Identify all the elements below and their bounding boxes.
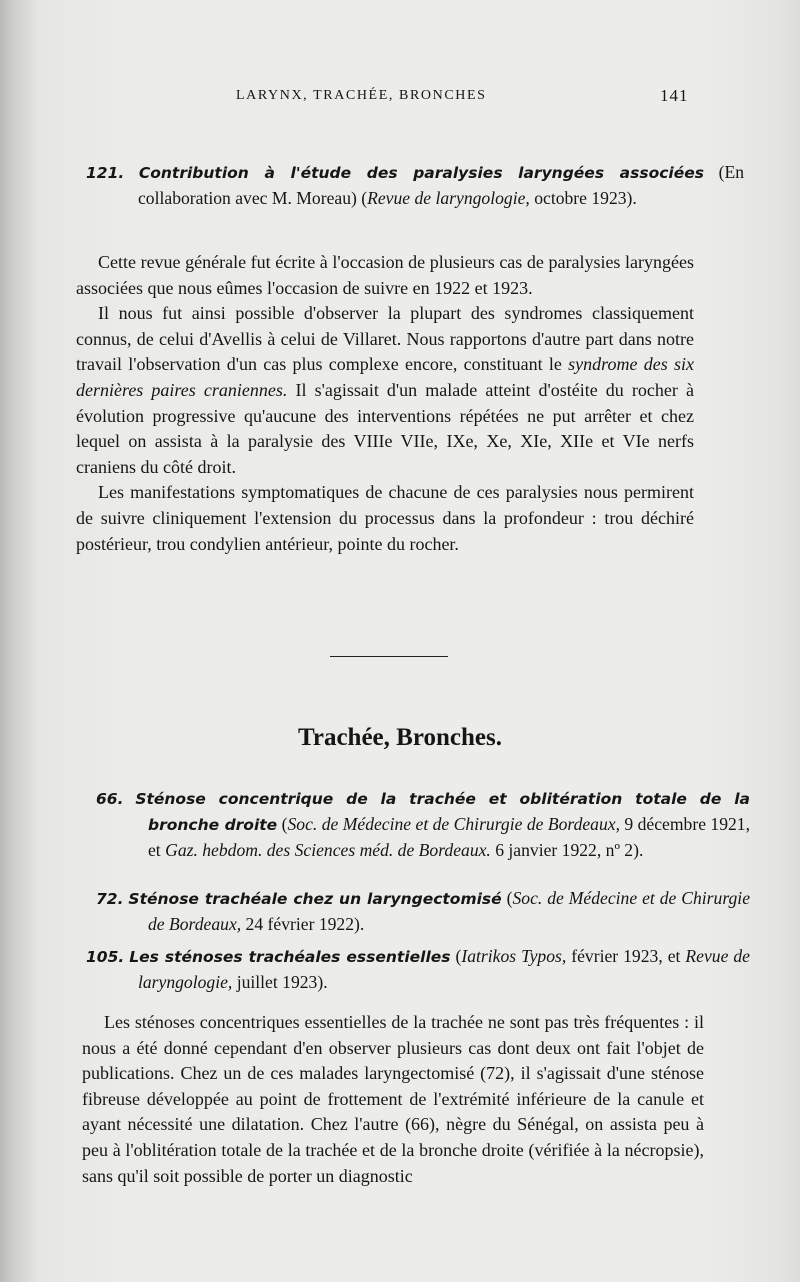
- section-heading: Trachée, Bronches.: [298, 724, 502, 751]
- bibliography-entry-66: [96, 786, 750, 863]
- entry-date: février 1923, et: [566, 946, 686, 966]
- paragraph: Cette revue générale fut écrite à l'occasion de plusieurs cas de paralysies laryngées associées que nous eûmes l'occasion de suivre en 1922 et 1923.: [76, 252, 694, 298]
- entry-date: 24 février 1922).: [241, 914, 365, 934]
- bibliography-entry-72: [96, 886, 750, 937]
- entry-title: Les sténoses trachéales essentielles: [129, 948, 451, 966]
- entry-number: 105.: [86, 948, 125, 966]
- paragraph: Les sténoses concentriques essentielles de la trachée ne sont pas très fréquentes : il nous a été donné cependant d'en observer plusieurs cas dont deux ont fait l'objet de publications. Chez un de ces malades laryngectomisé (72), il s'agissait d'une sténose fibreuse développée au point de frottement de l'extrémité inférieure de la canule et ayant nécessité une dilatation. Chez l'autre (66), nègre du Sénégal, on assista peu à peu à l'oblitération totale de la trachée et de la bronche droite (vérifiée à la nécropsie), sans qu'il soit possible de porter un diagnostic: [82, 1012, 704, 1186]
- entry-source: Soc. de Médecine et de Chirurgie de Bordeaux,: [287, 814, 620, 834]
- entry-date: 6 janvier 1922, nº 2).: [490, 840, 644, 860]
- entry-source: Revue de laryngologie,: [367, 188, 530, 208]
- paragraph: Les manifestations symptomatiques de chacune de ces paralysies nous permirent de suivre cliniquement l'extension du processus dans la profondeur : trou déchiré postérieur, trou condylien antérieur, pointe du rocher.: [76, 482, 694, 554]
- entry-paren: (: [450, 946, 462, 966]
- section-divider: [330, 656, 448, 657]
- entry-date: octobre 1923).: [529, 188, 637, 208]
- entry-number: 72.: [96, 890, 124, 908]
- entry-number: 66.: [96, 790, 124, 808]
- entry-paren: (: [501, 888, 513, 908]
- running-head: [0, 88, 800, 112]
- entry-source: Iatrikos Typos,: [461, 946, 567, 966]
- entry-source: Gaz. hebdom. des Sciences méd. de Bordeaux.: [165, 840, 491, 860]
- entry-paren: (: [277, 814, 288, 834]
- bibliography-entry-105: [86, 944, 750, 995]
- entry-date: 9 décembre 1921, et: [148, 814, 751, 860]
- paragraph: [76, 301, 694, 480]
- entry-title: Sténose concentrique de la trachée et oblitération totale de la bronche droite: [135, 790, 750, 834]
- paragraph-italic: syndrome des six dernières paires craniennes.: [76, 354, 694, 400]
- entry-number: 121.: [86, 164, 125, 182]
- entry-date: juillet 1923).: [232, 972, 328, 992]
- running-title: LARYNX, TRACHÉE, BRONCHES: [236, 88, 487, 103]
- trachea-summary: [82, 1010, 704, 1189]
- entry-source: Revue de laryngologie,: [138, 946, 750, 992]
- page-number: 141: [660, 86, 689, 105]
- bibliography-entry-121: [86, 160, 744, 211]
- paragraph-text: Il nous fut ainsi possible d'observer la plupart des syndromes classiquement connus, de celui d'Avellis à celui de Villaret. Nous rapportons d'autre part dans notre travail l'observation d'un cas plus complexe encore, constituant le: [76, 303, 694, 375]
- paragraph-text: Il s'agissait d'un malade atteint d'ostéite du rocher à évolution progressive qu'aucune des interventions répétées ne put arrêter et chez lequel on assista à la paralysie des VIIIe VIIe, IXe, Xe, XIe, XIIe et VIe nerfs craniens du côté droit.: [76, 379, 694, 477]
- entry-source: Soc. de Médecine et de Chirurgie de Bordeaux,: [148, 888, 751, 934]
- entry-title: Contribution à l'étude des paralysies laryngées associées: [138, 164, 704, 182]
- entry-collab: (En collaboration avec M. Moreau) (: [138, 162, 744, 208]
- entry-121-summary: [76, 250, 694, 557]
- entry-title: Sténose trachéale chez un laryngectomisé: [128, 890, 502, 908]
